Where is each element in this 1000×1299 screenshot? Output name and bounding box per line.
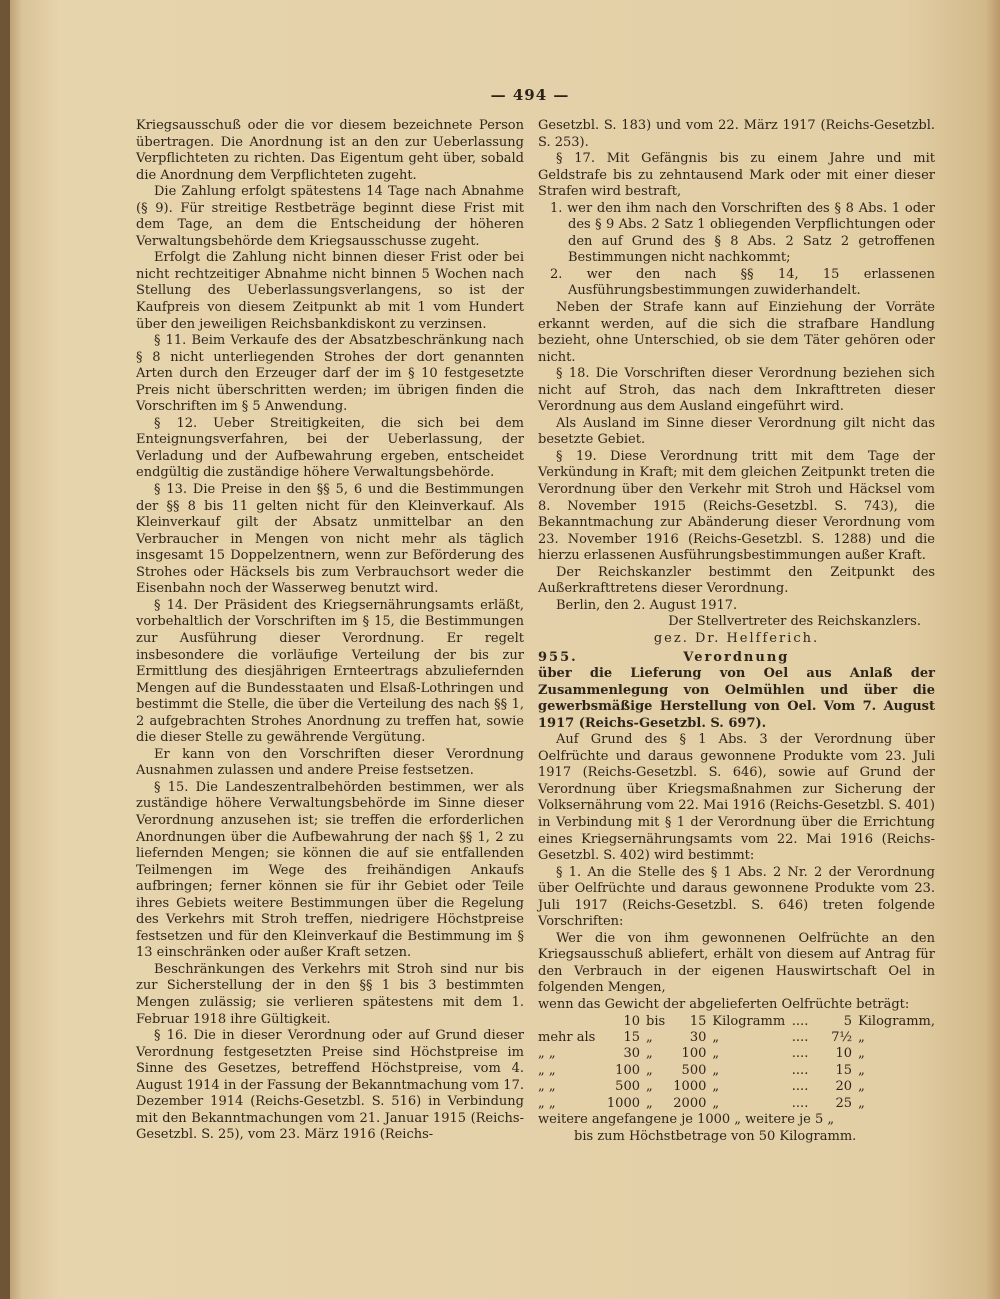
place-date: Berlin, den 2. August 1917.	[556, 597, 738, 613]
section-18: § 18. Die Vorschriften dieser Verordnung beziehen sich nicht auf Stroh, das nach dem Inkrafttreten dieser Verordnung aus dem Ausland eingeführt wird.	[538, 366, 935, 415]
table-cell: 7½	[831, 1029, 853, 1045]
table-cell: „	[646, 1079, 653, 1095]
table-cell: „	[858, 1046, 865, 1062]
table-cell: 500	[615, 1079, 640, 1095]
table-cell: ....	[791, 1029, 809, 1045]
table-cell: „	[712, 1062, 720, 1078]
ordinance-header	[538, 650, 935, 667]
table-more: weitere angefangene je 1000 „ weitere je 5 „	[538, 1111, 835, 1127]
table-max: bis zum Höchstbetrage von 50 Kilogramm.	[574, 1128, 857, 1144]
table-row	[538, 1079, 935, 1095]
preamble: Auf Grund des § 1 Abs. 3 der Verordnung über Oelfrüchte und daraus gewonnene Produkte vom 23. Juli 1917 (Reichs-Gesetzbl. S. 646), sowie auf Grund der Verordnung über Kriegsmaßnahmen zur Sicherung der Volksernährung vom 22. Mai 1916 (Reichs-Gesetzbl. S. 401) in Verbindung mit § 1 der Verordnung über die Errichtung eines Kriegsernährungsamts vom 22. Mai 1916 (Reichs-Gesetzbl. S. 402) wird bestimmt:	[538, 732, 935, 864]
page-number: — 494 —	[490, 86, 570, 104]
table-cell: „	[646, 1046, 653, 1062]
ordinance-subheading: über die Lieferung von Oel aus Anlaß der Zusammenlegung von Oelmühlen und über die gewerbsmäßige Herstellung von Oel. Vom 7. August 1917 (Reichs-Gesetzbl. S. 697).	[538, 666, 935, 731]
table-cell: „ „	[538, 1046, 556, 1062]
table-cell: „	[858, 1062, 865, 1078]
left-paragraph: Erfolgt die Zahlung nicht binnen dieser Frist oder bei nicht rechtzeitiger Abnahme nicht binnen 5 Wochen nach Stellung des Ueberlassungsverlangens, so ist der Kaufpreis von diesem Zeitpunkt ab mit 1 vom Hundert über den jeweiligen Reichsbankdiskont zu verzinsen.	[136, 250, 524, 332]
section-1-b: Wer die von ihm gewonnenen Oelfrüchte an den Kriegsausschuß abliefert, erhält von diesem auf Antrag für den Verbrauch in der eigenen Hauswirtschaft Oel in folgenden Mengen,	[538, 930, 935, 996]
table-cell: 25	[835, 1095, 853, 1111]
table-cell: „	[646, 1095, 653, 1111]
table-row	[538, 1030, 935, 1046]
table-cell	[538, 1014, 602, 1030]
section-1: § 1. An die Stelle des § 1 Abs. 2 Nr. 2 der Verordnung über Oelfrüchte und daraus gewonnene Produkte vom 23. Juli 1917 (Reichs-Gesetzbl. S. 646) treten folgende Vorschriften:	[538, 864, 935, 930]
table-cell: ....	[791, 1062, 809, 1078]
table-cell: „	[858, 1079, 865, 1095]
right-column	[538, 118, 935, 1145]
table-cell: 100	[615, 1062, 640, 1078]
left-paragraph: § 11. Beim Verkaufe des der Absatzbeschränkung nach § 8 nicht unterliegenden Strohes der dort genannten Arten durch den Erzeuger darf der im § 10 festgesetzte Preis nicht überschritten werden; im übrigen finden die Vorschriften im § 5 Anwendung.	[136, 333, 524, 415]
table-cell: „ „	[538, 1079, 556, 1095]
table-cell: „	[646, 1062, 653, 1078]
table-cell: 500	[681, 1062, 707, 1078]
binding-edge	[0, 0, 10, 1299]
table-cell: bis	[646, 1013, 666, 1029]
table-cell: 1000	[673, 1079, 707, 1095]
table-row	[538, 1046, 935, 1062]
section-18-b: Als Ausland im Sinne dieser Verordnung gilt nicht das besetzte Gebiet.	[538, 415, 935, 448]
table-cell: „	[646, 1029, 653, 1045]
table-cell: 30	[689, 1029, 707, 1045]
table-cell: 5	[843, 1013, 853, 1029]
table-cell: „ „	[538, 1062, 556, 1078]
table-cell: „	[858, 1029, 865, 1045]
list-item: 1. wer den ihm nach den Vorschriften des § 8 Abs. 1 oder des § 9 Abs. 2 Satz 1 obliegenden Verpflichtungen oder den auf Grund des § 8 Abs. 2 Satz 2 getroffenen Bestimmungen nicht nachkommt;	[550, 200, 935, 266]
left-column	[136, 118, 524, 1144]
table-cell: ....	[791, 1013, 809, 1029]
table-cell: 20	[835, 1079, 853, 1095]
section-17-intro: § 17. Mit Gefängnis bis zu einem Jahre und mit Geldstrafe bis zu zehntausend Mark oder mit einer dieser Strafen wird bestraft,	[538, 151, 935, 200]
signer-title: Der Stellvertreter des Reichskanzlers.	[668, 614, 921, 630]
table-cell: „	[712, 1095, 720, 1111]
entry-number: 955.	[538, 649, 578, 665]
right-continuation: Gesetzbl. S. 183) und vom 22. März 1917 (Reichs-Gesetzbl. S. 253).	[538, 118, 935, 150]
left-paragraph: § 13. Die Preise in den §§ 5, 6 und die Bestimmungen der §§ 8 bis 11 gelten nicht für den Kleinverkauf. Als Kleinverkauf gilt der Absatz unmittelbar an den Verbraucher in Mengen von nicht mehr als täglich insgesamt 15 Doppelzentnern, wenn zur Beförderung des Strohes oder Häcksels bis zum Verbrauchsort weder die Eisenbahn noch der Wasserweg benutzt wird.	[136, 482, 524, 597]
left-paragraph: Die Zahlung erfolgt spätestens 14 Tage nach Abnahme (§ 9). Für streitige Restbeträge beginnt diese Frist mit dem Tage, an dem die Entscheidung der höheren Verwaltungsbehörde dem Kriegsausschusse zugeht.	[136, 184, 524, 249]
section-19: § 19. Diese Verordnung tritt mit dem Tage der Verkündung in Kraft; mit dem gleichen Zeitpunkt treten die Verordnung über den Verkehr mit Stroh und Häcksel vom 8. November 1915 (Reichs-Gesetzbl. S. 743), die Bekanntmachung zur Abänderung dieser Verordnung vom 23. November 1916 (Reichs-Gesetzbl. S. 1288) und die hierzu erlassenen Ausführungsbestimmungen außer Kraft.	[538, 448, 935, 564]
left-paragraph: Beschränkungen des Verkehrs mit Stroh sind nur bis zur Sicherstellung der in den §§ 1 bis 3 bestimmten Mengen zulässig; sie verlieren spätestens mit dem 1. Februar 1918 ihre Gültigkeit.	[136, 961, 524, 1027]
table-cell: 15	[689, 1013, 707, 1029]
table-cell: 1000	[606, 1095, 640, 1111]
table-cell: 15	[835, 1062, 853, 1078]
table-intro: wenn das Gewicht der abgelieferten Oelfrüchte beträgt:	[538, 996, 910, 1012]
table-row	[538, 1063, 935, 1079]
signer-name: gez. Dr. Helfferich.	[653, 630, 820, 646]
table-cell: mehr als	[538, 1029, 596, 1045]
left-paragraph: § 15. Die Landeszentralbehörden bestimmen, wer als zuständige höhere Verwaltungsbehörde im Sinne dieser Verordnung anzusehen ist; sie treffen die erforderlichen Anordnungen über die Aufbewahrung der nach §§ 1, 2 zu liefernden Mengen; sie können die auf sie entfallenden Teilmengen im Wege des freihändigen Ankaufs aufbringen; ferner können sie für ihr Gebiet oder Teile ihres Gebiets weitere Bestimmungen über die Regelung des Verkehrs mit Stroh treffen, niedrigere Höchstpreise festsetzen und für den Kleinverkauf die Bestimmung im § 13 einschränken oder außer Kraft setzen.	[136, 779, 524, 961]
section-19-b: Der Reichskanzler bestimmt den Zeitpunkt des Außerkrafttretens dieser Verordnung.	[538, 564, 935, 597]
oil-quantity-table	[538, 1014, 935, 1112]
table-cell: „	[712, 1029, 720, 1045]
left-paragraph: § 14. Der Präsident des Kriegsernährungsamts erläßt, vorbehaltlich der Vorschriften im § 15, die Bestimmungen zur Ausführung dieser Verordnung. Er regelt insbesondere die vorläufige Verteilung der bis zur Ermittlung des diesjährigen Ernteertrags abzuliefernden Mengen auf die Bundesstaaten und Elsaß-Lothringen und bestimmt die Stelle, die über die Verteilung des nach §§ 1, 2 aufgebrachten Strohes Anordnung zu treffen hat, sowie die dieser Stelle zu gewährende Vergütung.	[136, 597, 524, 746]
list-item: 2. wer den nach §§ 14, 15 erlassenen Ausführungsbestimmungen zuwiderhandelt.	[550, 266, 935, 299]
left-paragraph: Kriegsausschuß oder die vor diesem bezeichnete Person übertragen. Die Anordnung ist an den zur Ueberlassung Verpflichteten zu richten. Das Eigentum geht über, sobald die Anordnung dem Verpflichteten zugeht.	[136, 118, 524, 183]
table-cell: „	[712, 1046, 720, 1062]
table-cell: ....	[791, 1095, 809, 1111]
table-cell: „	[858, 1095, 865, 1111]
table-cell: 10	[835, 1046, 853, 1062]
section-17-list	[538, 201, 935, 300]
ordinance-heading: Verordnung	[683, 649, 790, 665]
table-row	[538, 1096, 935, 1112]
left-paragraph: § 16. Die in dieser Verordnung oder auf Grund dieser Verordnung festgesetzten Preise sind Höchstpreise im Sinne des Gesetzes, betreffend Höchstpreise, vom 4. August 1914 in der Fassung der Bekanntmachung vom 17. Dezember 1914 (Reichs-Gesetzbl. S. 516) in Verbindung mit den Bekanntmachungen vom 21. Januar 1915 (Reichs-Gesetzbl. S. 25), vom 23. März 1916 (Reichs-	[136, 1028, 524, 1143]
table-cell: Kilogramm	[712, 1013, 786, 1029]
table-row	[538, 1014, 935, 1030]
table-cell: Kilogramm,	[858, 1013, 935, 1029]
table-cell: „	[712, 1079, 720, 1095]
table-cell: ....	[791, 1046, 809, 1062]
table-cell: 100	[681, 1046, 707, 1062]
section-17-tail: Neben der Strafe kann auf Einziehung der Vorräte erkannt werden, auf die sich die strafbare Handlung bezieht, ohne Unterschied, ob sie dem Täter gehören oder nicht.	[538, 300, 935, 365]
table-cell: „ „	[538, 1095, 556, 1111]
table-cell: 10	[623, 1013, 640, 1029]
table-cell: ....	[791, 1079, 809, 1095]
left-paragraph: Er kann von den Vorschriften dieser Verordnung Ausnahmen zulassen und andere Preise festsetzen.	[136, 746, 524, 779]
table-cell: 2000	[673, 1095, 707, 1111]
left-paragraph: § 12. Ueber Streitigkeiten, die sich bei dem Enteignungsverfahren, bei der Ueberlassung, der Verladung und der Aufbewahrung ergeben, entscheidet endgültig die zuständige höhere Verwaltungsbehörde.	[136, 415, 524, 481]
table-cell: 15	[623, 1029, 640, 1045]
table-cell: 30	[623, 1046, 640, 1062]
